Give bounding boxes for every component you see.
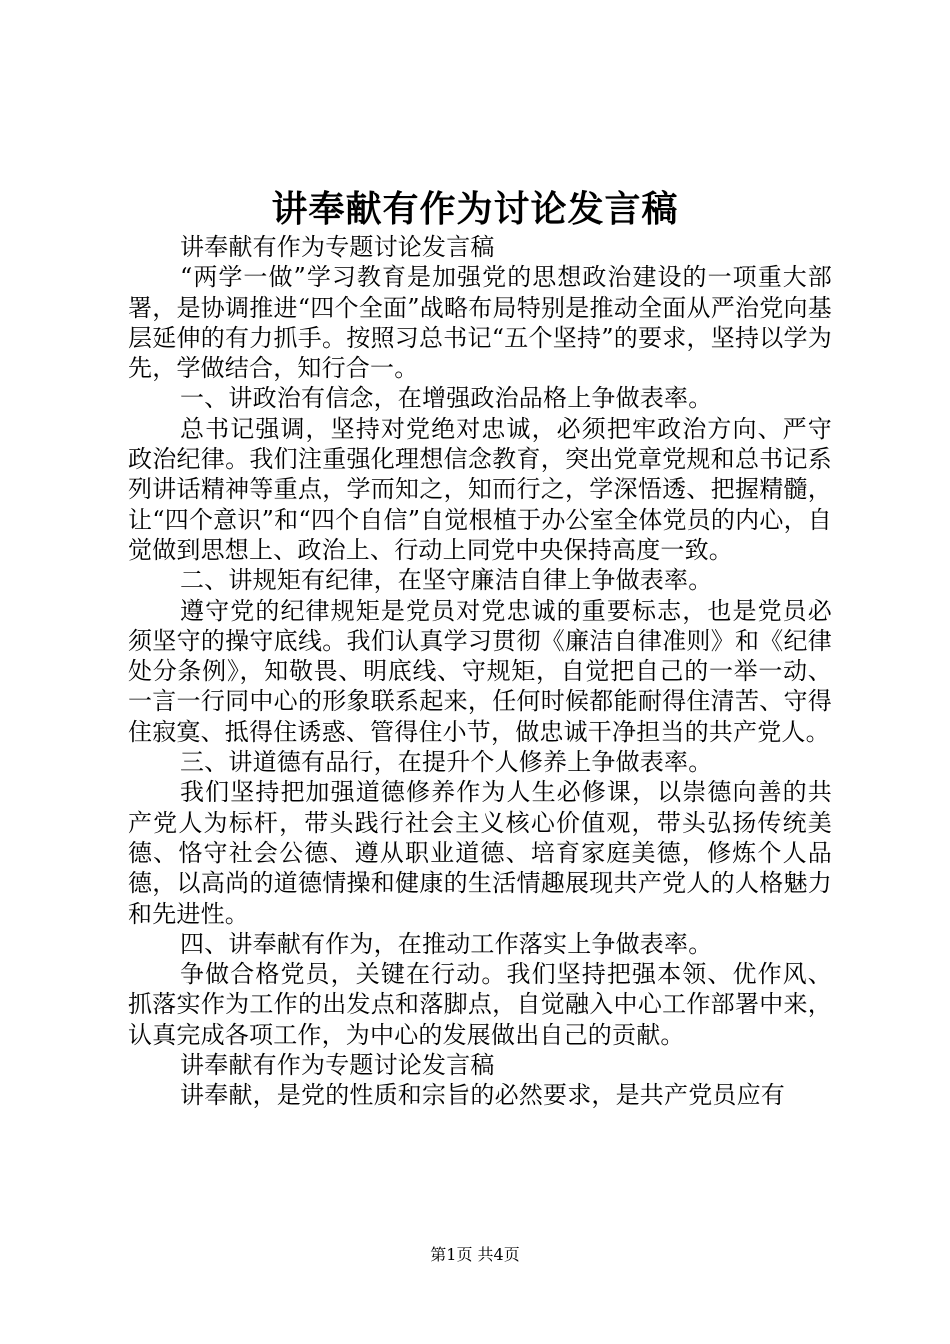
body-paragraph: 总书记强调，坚持对党绝对忠诚，必须把牢政治方向、严守政治纪律。我们注重强化理想信念教育，突出党章党规和总书记系列讲话精神等重点，学而知之，知而行之，学深悟透、把握精髓，让“四个意识”和“四个自信”自觉根植于办公室全体党员的内心，自觉做到思想上、政治上、行动上同党中央保持高度一致。 [128,414,832,564]
body-paragraph: 争做合格党员，关键在行动。我们坚持把强本领、优作风、抓落实作为工作的出发点和落脚点，自觉融入中心工作部署中来，认真完成各项工作，为中心的发展做出自己的贡献。 [128,960,832,1049]
section-heading: 一、讲政治有信念，在增强政治品格上争做表率。 [180,384,713,413]
page-number: 第1页 共4页 [430,1245,520,1264]
section-heading: 二、讲规矩有纪律，在坚守廉洁自律上争做表率。 [180,566,713,595]
section-heading: 三、讲道德有品行，在提升个人修养上争做表率。 [180,748,713,777]
body-paragraph: 遵守党的纪律规矩是党员对党忠诚的重要标志，也是党员必须坚守的操守底线。我们认真学习贯彻《廉洁自律准则》和《纪律处分条例》，知敬畏、明底线、守规矩，自觉把自己的一举一动、一言一行同中心的形象联系起来，任何时候都能耐得住清苦、守得住寂寞、抵得住诱惑、管得住小节，做忠诚干净担当的共产党人。 [128,596,832,746]
document-title: 讲奉献有作为讨论发言稿 [271,188,679,230]
body-paragraph: 讲奉献有作为专题讨论发言稿 [180,1051,495,1080]
section-heading: 四、讲奉献有作为，在推动工作落实上争做表率。 [180,929,713,958]
document-body [128,232,832,1111]
body-paragraph: 讲奉献，是党的性质和宗旨的必然要求，是共产党员应有 [180,1081,785,1110]
body-paragraph: 我们坚持把加强道德修养作为人生必修课，以崇德向善的共产党人为标杆，带头践行社会主义核心价值观，带头弘扬传统美德、恪守社会公德、遵从职业道德、培育家庭美德，修炼个人品德，以高尚的道德情操和健康的生活情趣展现共产党人的人格魅力和先进性。 [128,778,832,928]
body-paragraph: “两学一做”学习教育是加强党的思想政治建设的一项重大部署，是协调推进“四个全面”战略布局特别是推动全面从严治党向基层延伸的有力抓手。按照习总书记“五个坚持”的要求，坚持以学为先，学做结合，知行合一。 [128,263,832,383]
body-paragraph: 讲奉献有作为专题讨论发言稿 [180,233,495,261]
